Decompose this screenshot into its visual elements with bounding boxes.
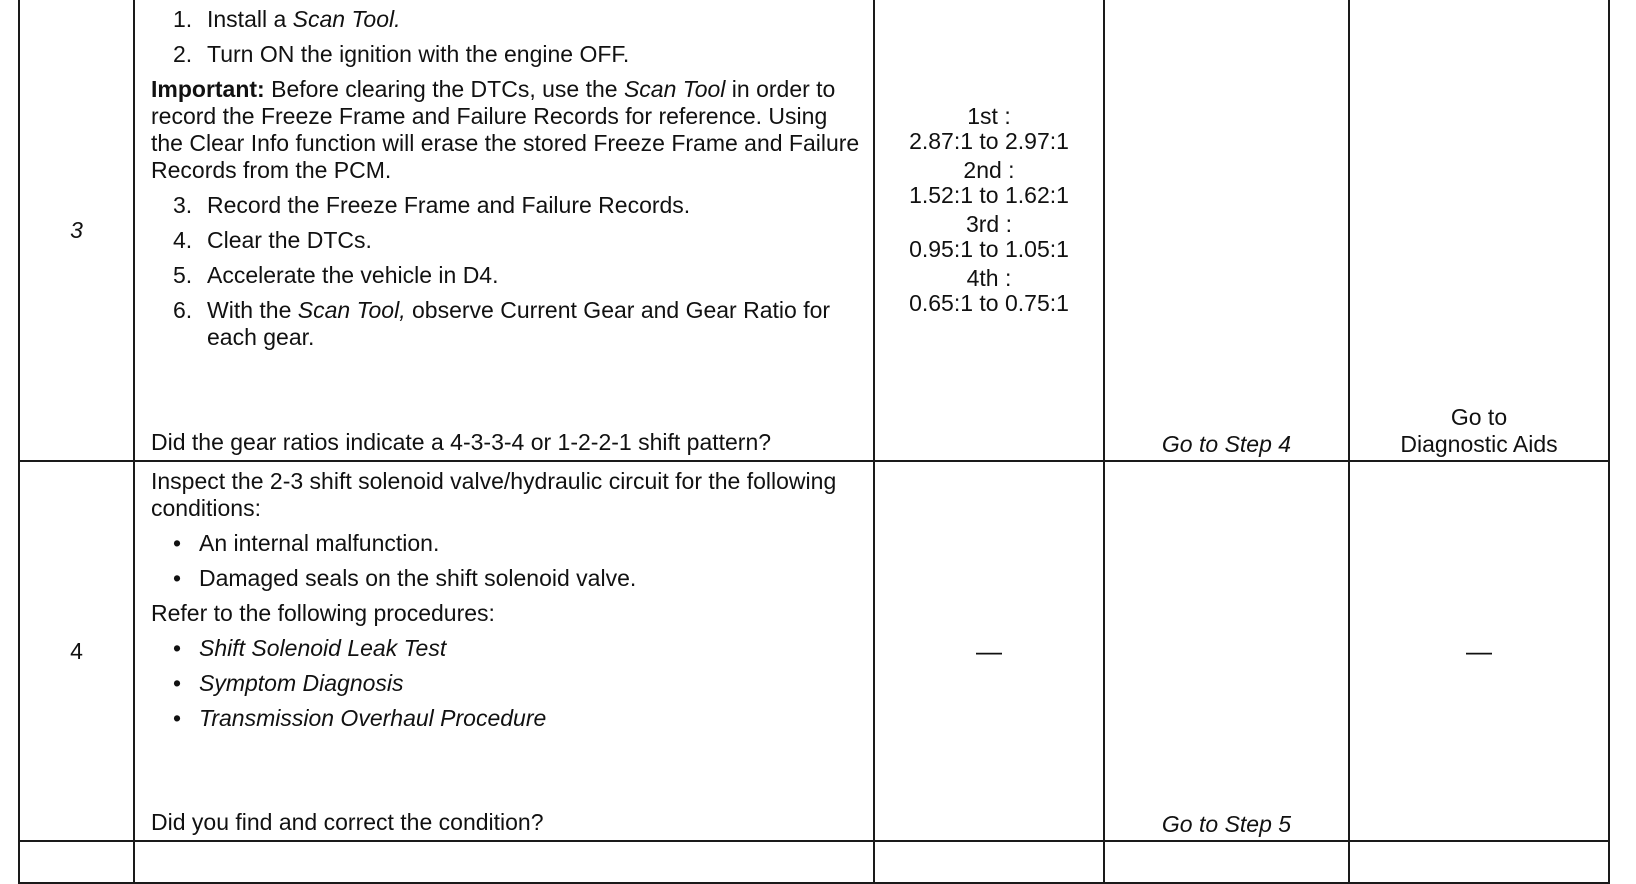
- intro-text: Inspect the 2-3 shift solenoid valve/hydraulic circuit for the following conditions:: [151, 468, 837, 521]
- gear-ratio-range: 0.65:1 to 0.75:1: [909, 290, 1069, 316]
- no-text: Go to: [1450, 404, 1508, 430]
- gear-ratio-item: [909, 266, 1069, 316]
- action-cell: [134, 461, 874, 841]
- important-text: in order to record the Freeze Frame and Failure Records for reference. Using the Clear Info function will erase the stored Freeze Frame and Failure Records from the PCM.: [151, 76, 860, 183]
- value-cell: [874, 461, 1104, 841]
- yes-cell: [1104, 461, 1349, 841]
- important-emphasis: Scan Tool: [623, 76, 726, 102]
- instruction-item: [151, 6, 861, 33]
- instruction-item: [151, 192, 861, 219]
- value-cell: [874, 841, 1104, 883]
- no-cell: [1349, 461, 1609, 841]
- instruction-number: 4.: [173, 227, 193, 253]
- instruction-text: Turn ON the ignition with the engine OFF.: [207, 41, 630, 67]
- table-row: [19, 841, 1609, 883]
- instruction-emphasis: Scan Tool,: [297, 297, 406, 323]
- gear-ratio-item: [909, 158, 1069, 208]
- table-row: [19, 461, 1609, 841]
- instruction-item: [151, 41, 861, 68]
- gear-ratio-item: [909, 104, 1069, 154]
- yes-cell: [1104, 0, 1349, 461]
- procedure-item: [151, 670, 861, 697]
- important-label: Important:: [151, 76, 265, 102]
- bullet-icon: •: [173, 635, 182, 661]
- bullet-icon: •: [173, 705, 182, 731]
- important-text: Before clearing the DTCs, use the: [264, 76, 624, 102]
- instruction-emphasis: Scan Tool.: [292, 6, 401, 32]
- gear-ratio-item: [909, 212, 1069, 262]
- instruction-text: Record the Freeze Frame and Failure Records.: [207, 192, 691, 218]
- condition-item: [151, 530, 861, 557]
- gear-ratio-range: 1.52:1 to 1.62:1: [909, 182, 1069, 208]
- instruction-number: 3.: [173, 192, 193, 218]
- gear-label: 2nd :: [963, 157, 1015, 183]
- question-text: Did the gear ratios indicate a 4-3-3-4 or 1-2-2-1 shift pattern?: [151, 429, 772, 455]
- action-cell: [134, 841, 874, 883]
- step-number: 3: [70, 216, 83, 243]
- gear-ratio-range: 0.95:1 to 1.05:1: [909, 236, 1069, 262]
- step-number: 4: [70, 637, 83, 664]
- no-dash: —: [1466, 635, 1492, 666]
- instruction-number: 1.: [173, 6, 193, 32]
- refer-text: Refer to the following procedures:: [151, 600, 495, 626]
- yes-cell: [1104, 841, 1349, 883]
- procedure-item: [151, 705, 861, 732]
- no-cell: [1349, 0, 1609, 461]
- value-cell: [874, 0, 1104, 461]
- instruction-text: Install a: [207, 6, 293, 32]
- gear-label: 3rd :: [965, 211, 1012, 237]
- instruction-item: [151, 262, 861, 289]
- gear-label: 4th :: [966, 265, 1012, 291]
- yes-link[interactable]: Go to Step 5: [1161, 811, 1292, 837]
- instruction-number: 5.: [173, 262, 193, 288]
- instruction-text: observe Current Gear and Gear Ratio for each gear.: [207, 297, 831, 350]
- procedure-item: [151, 635, 861, 662]
- condition-text: Damaged seals on the shift solenoid valve.: [199, 565, 637, 591]
- yes-link[interactable]: Go to Step 4: [1161, 431, 1292, 457]
- instruction-text: With the: [207, 297, 298, 323]
- bullet-icon: •: [173, 530, 182, 556]
- procedure-link[interactable]: Transmission Overhaul Procedure: [199, 705, 547, 731]
- table-row: [19, 0, 1609, 461]
- no-link[interactable]: Diagnostic Aids: [1400, 431, 1558, 457]
- procedure-link[interactable]: Shift Solenoid Leak Test: [199, 635, 447, 661]
- gear-ratio-list: [875, 104, 1103, 316]
- instruction-number: 2.: [173, 41, 193, 67]
- instruction-text: Accelerate the vehicle in D4.: [207, 262, 499, 288]
- bullet-icon: •: [173, 670, 182, 696]
- condition-text: An internal malfunction.: [199, 530, 440, 556]
- no-cell: [1349, 841, 1609, 883]
- step-number-cell: [19, 461, 134, 841]
- bullet-icon: •: [173, 565, 182, 591]
- action-cell: [134, 0, 874, 461]
- diagnostic-table: [18, 0, 1610, 884]
- important-note: [151, 76, 861, 184]
- instruction-number: 6.: [173, 297, 193, 323]
- gear-ratio-range: 2.87:1 to 2.97:1: [909, 128, 1069, 154]
- question-text: Did you find and correct the condition?: [151, 809, 544, 835]
- instruction-item: [151, 297, 861, 351]
- instruction-text: Clear the DTCs.: [207, 227, 372, 253]
- value-dash: —: [976, 635, 1002, 666]
- step-number-cell: [19, 0, 134, 461]
- condition-item: [151, 565, 861, 592]
- gear-label: 1st :: [967, 103, 1011, 129]
- procedure-link[interactable]: Symptom Diagnosis: [199, 670, 404, 696]
- step-number-cell: [19, 841, 134, 883]
- instruction-item: [151, 227, 861, 254]
